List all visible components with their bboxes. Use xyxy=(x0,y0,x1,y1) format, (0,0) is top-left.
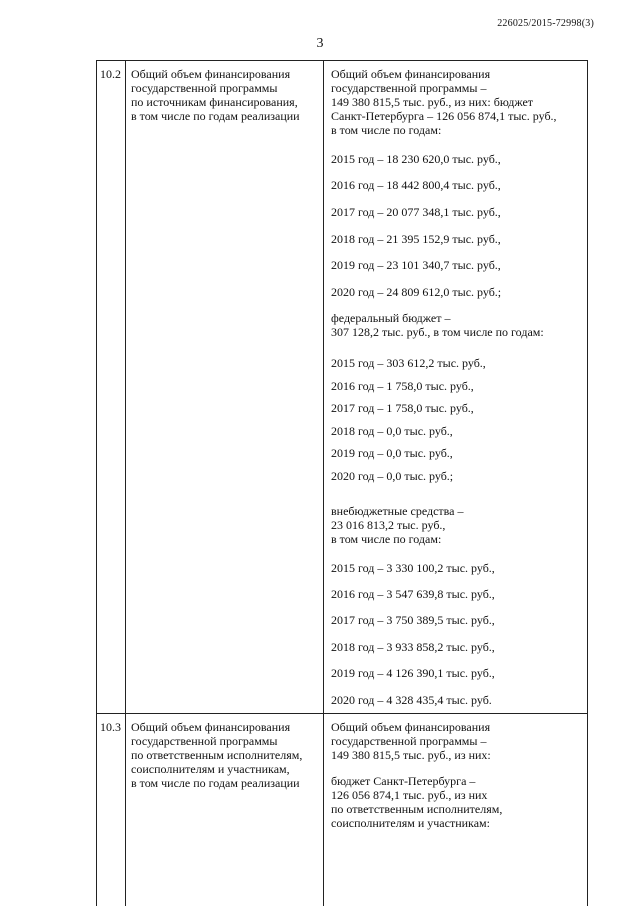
text-line: внебюджетные средства – xyxy=(331,504,464,518)
extrabudgetary-year-2017: 2017 год – 3 750 389,5 тыс. руб., xyxy=(331,613,495,627)
text-line: федеральный бюджет – xyxy=(331,311,451,325)
spb-budget-year-2018: 2018 год – 21 395 152,9 тыс. руб., xyxy=(331,232,501,246)
extrabudgetary-intro xyxy=(331,504,581,546)
text-line: по источникам финансирования, xyxy=(131,95,298,109)
federal-budget-year-2018: 2018 год – 0,0 тыс. руб., xyxy=(331,424,453,438)
text-line: 149 380 815,5 тыс. руб., из них: бюджет xyxy=(331,95,534,109)
text-line: государственной программы xyxy=(131,81,278,95)
extrabudgetary-year-2016: 2016 год – 3 547 639,8 тыс. руб., xyxy=(331,587,495,601)
federal-budget-year-2017: 2017 год – 1 758,0 тыс. руб., xyxy=(331,401,474,415)
extrabudgetary-year-2019: 2019 год – 4 126 390,1 тыс. руб., xyxy=(331,666,495,680)
text-line: государственной программы – xyxy=(331,81,487,95)
funding-intro xyxy=(331,67,581,137)
spb-budget-year-2015: 2015 год – 18 230 620,0 тыс. руб., xyxy=(331,152,501,166)
funding-intro xyxy=(331,720,581,762)
text-line: Общий объем финансирования xyxy=(331,720,491,734)
federal-budget-year-2020: 2020 год – 0,0 тыс. руб.; xyxy=(331,469,454,483)
text-line: по ответственным исполнителям, xyxy=(331,802,503,816)
text-line: 23 016 813,2 тыс. руб., xyxy=(331,518,446,532)
document-registration-number: 226025/2015-72998(3) xyxy=(497,18,594,29)
spb-budget-year-2017: 2017 год – 20 077 348,1 тыс. руб., xyxy=(331,205,501,219)
text-line: в том числе по годам: xyxy=(331,123,442,137)
text-line: 126 056 874,1 тыс. руб., из них xyxy=(331,788,488,802)
row-number: 10.3 xyxy=(100,720,121,734)
text-line: государственной программы – xyxy=(331,734,487,748)
extrabudgetary-year-2020: 2020 год – 4 328 435,4 тыс. руб. xyxy=(331,693,492,707)
spb-budget-year-2019: 2019 год – 23 101 340,7 тыс. руб., xyxy=(331,258,501,272)
federal-budget-year-2019: 2019 год – 0,0 тыс. руб., xyxy=(331,446,453,460)
spb-budget-intro xyxy=(331,774,581,830)
column-divider xyxy=(323,61,324,906)
federal-budget-year-2015: 2015 год – 303 612,2 тыс. руб., xyxy=(331,356,486,370)
text-line: Общий объем финансирования xyxy=(131,720,291,734)
spb-budget-year-2020: 2020 год – 24 809 612,0 тыс. руб.; xyxy=(331,285,502,299)
text-line: по ответственным исполнителям, xyxy=(131,748,303,762)
row-number: 10.2 xyxy=(100,67,121,81)
funding-table xyxy=(96,60,588,906)
text-line: соисполнителям и участникам: xyxy=(331,816,490,830)
text-line: 149 380 815,5 тыс. руб., из них: xyxy=(331,748,491,762)
text-line: Санкт-Петербурга – 126 056 874,1 тыс. руб., xyxy=(331,109,557,123)
text-line: в том числе по годам реализации xyxy=(131,776,300,790)
column-divider xyxy=(125,61,126,906)
text-line: Общий объем финансирования xyxy=(131,67,291,81)
extrabudgetary-year-2018: 2018 год – 3 933 858,2 тыс. руб., xyxy=(331,640,495,654)
row-description xyxy=(131,720,319,790)
row-description xyxy=(131,67,319,123)
text-line: в том числе по годам реализации xyxy=(131,109,300,123)
text-line: бюджет Санкт-Петербурга – xyxy=(331,774,476,788)
spb-budget-year-2016: 2016 год – 18 442 800,4 тыс. руб., xyxy=(331,178,501,192)
extrabudgetary-year-2015: 2015 год – 3 330 100,2 тыс. руб., xyxy=(331,561,495,575)
federal-budget-year-2016: 2016 год – 1 758,0 тыс. руб., xyxy=(331,379,474,393)
text-line: государственной программы xyxy=(131,734,278,748)
row-divider xyxy=(97,713,587,714)
text-line: соисполнителям и участникам, xyxy=(131,762,290,776)
text-line: в том числе по годам: xyxy=(331,532,442,546)
text-line: 307 128,2 тыс. руб., в том числе по годам: xyxy=(331,325,544,339)
federal-budget-intro xyxy=(331,311,581,339)
page-number: 3 xyxy=(316,36,324,51)
text-line: Общий объем финансирования xyxy=(331,67,491,81)
